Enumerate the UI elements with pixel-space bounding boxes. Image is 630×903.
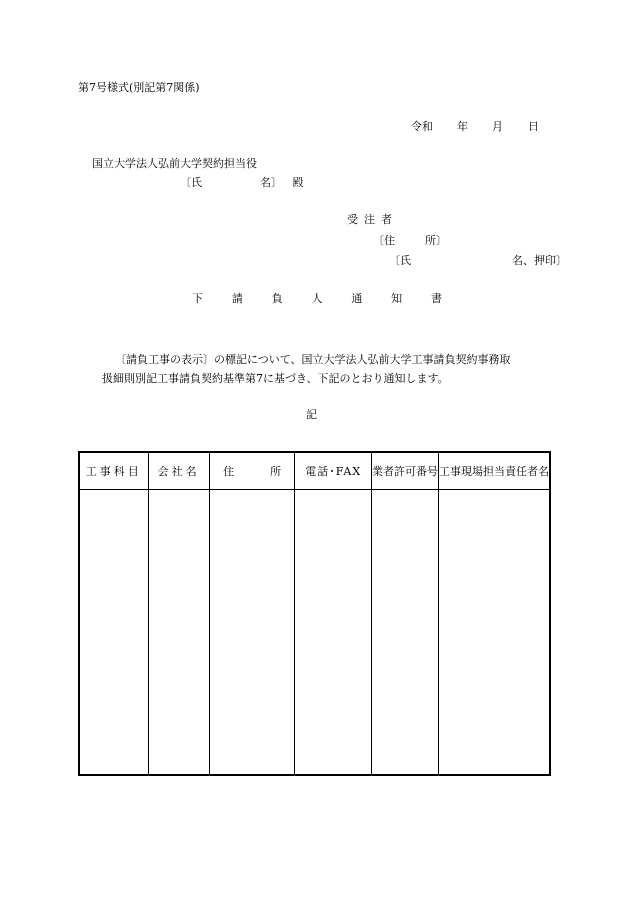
table-row <box>79 490 550 776</box>
table-cell[interactable] <box>79 490 148 776</box>
contractor-address-open: 〔住 <box>373 234 395 247</box>
date-line <box>411 120 539 134</box>
table-cell[interactable] <box>439 490 551 776</box>
contractor-name-close: 名、押印〕 <box>512 254 567 267</box>
title-char: 下 <box>192 292 203 305</box>
addressee-name-close: 名〕 <box>260 176 282 189</box>
date-month: 月 <box>492 120 503 133</box>
date-era: 令和 <box>411 120 433 133</box>
header-work-type: 工事科目 <box>79 452 148 490</box>
contractor-name-line <box>389 254 567 268</box>
header-license-no: 業者許可番号 <box>371 452 438 490</box>
contractor-address-line <box>373 234 447 248</box>
ki-heading: 記 <box>306 408 317 421</box>
table-cell[interactable] <box>209 490 295 776</box>
body-line-1: 〔請負工事の表示〕の標記について、国立大学法人弘前大学工事請負契約事務取 <box>115 353 511 366</box>
document-title <box>192 292 442 306</box>
title-char: 知 <box>391 292 403 305</box>
form-number: 第7号様式(別記第7関係) <box>78 81 200 94</box>
title-char: 書 <box>430 292 442 305</box>
header-address-b: 所 <box>270 465 282 478</box>
addressee-name-open: 〔氏 <box>180 176 202 189</box>
body-line-2: 扱細則別記工事請負契約基準第7に基づき、下記のとおり通知します。 <box>102 372 449 385</box>
addressee-name-line <box>180 176 304 190</box>
table-cell[interactable] <box>371 490 438 776</box>
contractor-name-open: 〔氏 <box>389 254 411 267</box>
table-cell[interactable] <box>148 490 209 776</box>
body-paragraph <box>102 350 558 388</box>
contractor-address-close: 所〕 <box>425 234 447 247</box>
header-address-a: 住 <box>223 465 235 478</box>
header-phone-fax: 電話･FAX <box>295 452 372 490</box>
contractor-title: 受注者 <box>347 213 398 226</box>
title-char: 負 <box>271 292 283 305</box>
date-day: 日 <box>528 120 539 133</box>
subcontractor-table <box>78 451 551 776</box>
header-company: 会社名 <box>148 452 209 490</box>
table-header-row <box>79 452 550 490</box>
header-site-manager: 工事現場担当責任者名 <box>439 452 551 490</box>
date-year: 年 <box>457 120 468 133</box>
addressee-honorific: 殿 <box>292 176 304 189</box>
addressee-title: 国立大学法人弘前大学契約担当役 <box>92 157 257 170</box>
table-cell[interactable] <box>295 490 372 776</box>
title-char: 請 <box>231 292 243 305</box>
title-char: 人 <box>311 292 323 305</box>
title-char: 通 <box>351 292 363 305</box>
header-address <box>209 452 295 490</box>
